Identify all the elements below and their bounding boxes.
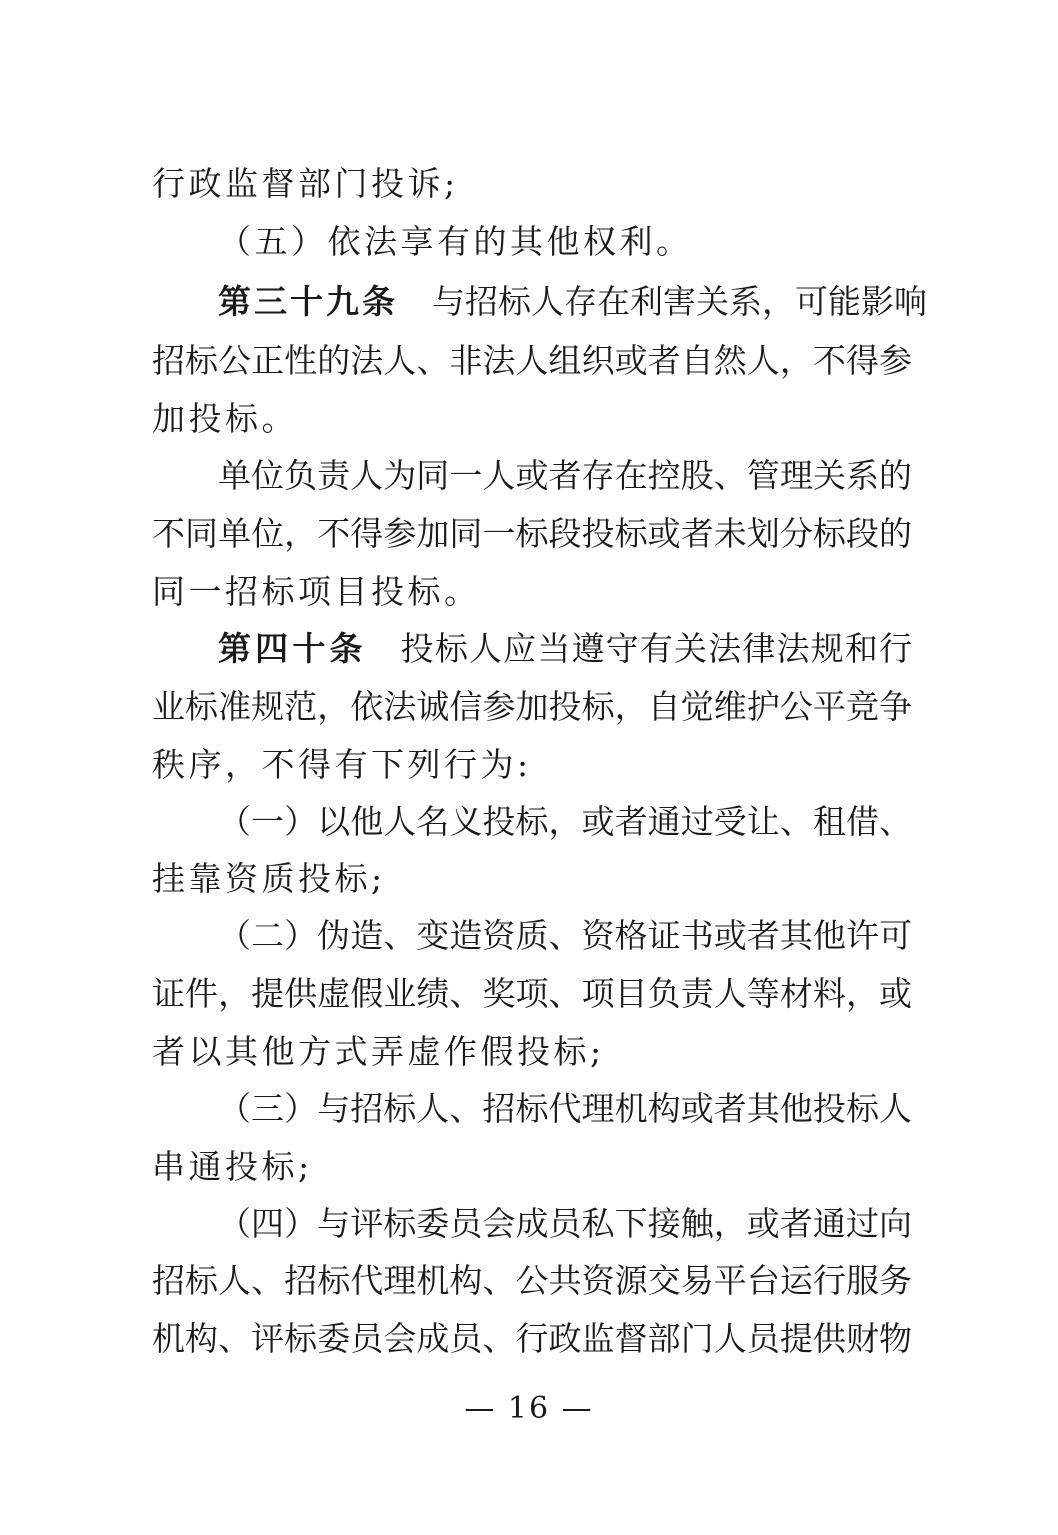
text-line: 挂靠资质投标;	[152, 859, 386, 898]
text-line: 同一招标项目投标。	[152, 572, 481, 611]
text-line: 业标准规范，依法诚信参加投标，自觉维护公平竞争	[152, 687, 912, 726]
text-line: 串通投标;	[152, 1147, 313, 1186]
text-line: 不同单位，不得参加同一标段投标或者未划分标段的	[152, 514, 912, 553]
article-text: 投标人应当遵守有关法律法规和行	[400, 629, 913, 668]
text-line: （四）与评标委员会成员私下接触，或者通过向	[218, 1204, 912, 1243]
text-line: （五）依法享有的其他权利。	[218, 222, 693, 261]
article-heading: 第三十九条	[218, 282, 398, 321]
text-line: 证件，提供虚假业绩、奖项、项目负责人等材料，或	[152, 974, 912, 1013]
text-line: 单位负责人为同一人或者存在控股、管理关系的	[218, 456, 912, 495]
text-line: 招标公正性的法人、非法人组织或者自然人，不得参	[152, 341, 912, 380]
text-line: （一）以他人名义投标，或者通过受让、租借、	[218, 802, 912, 841]
text-line: 招标人、招标代理机构、公共资源交易平台运行服务	[152, 1261, 912, 1300]
text-line: 行政监督部门投诉;	[152, 164, 459, 203]
text-line: 秩序，不得有下列行为:	[152, 745, 532, 784]
text-line: （二）伪造、变造资质、资格证书或者其他许可	[218, 916, 912, 955]
article-heading: 第四十条	[218, 629, 367, 668]
page-number: — 16 —	[464, 1391, 594, 1426]
text-line: 者以其他方式弄虚作假投标;	[152, 1032, 605, 1071]
article-39-line	[218, 282, 927, 322]
text-line: 机构、评标委员会成员、行政监督部门人员提供财物	[152, 1319, 912, 1358]
text-line: 加投标。	[152, 399, 298, 438]
article-text: 与招标人存在利害关系，可能影响	[432, 282, 927, 321]
text-line: （三）与招标人、招标代理机构或者其他投标人	[218, 1089, 912, 1128]
article-40-line	[218, 629, 912, 669]
